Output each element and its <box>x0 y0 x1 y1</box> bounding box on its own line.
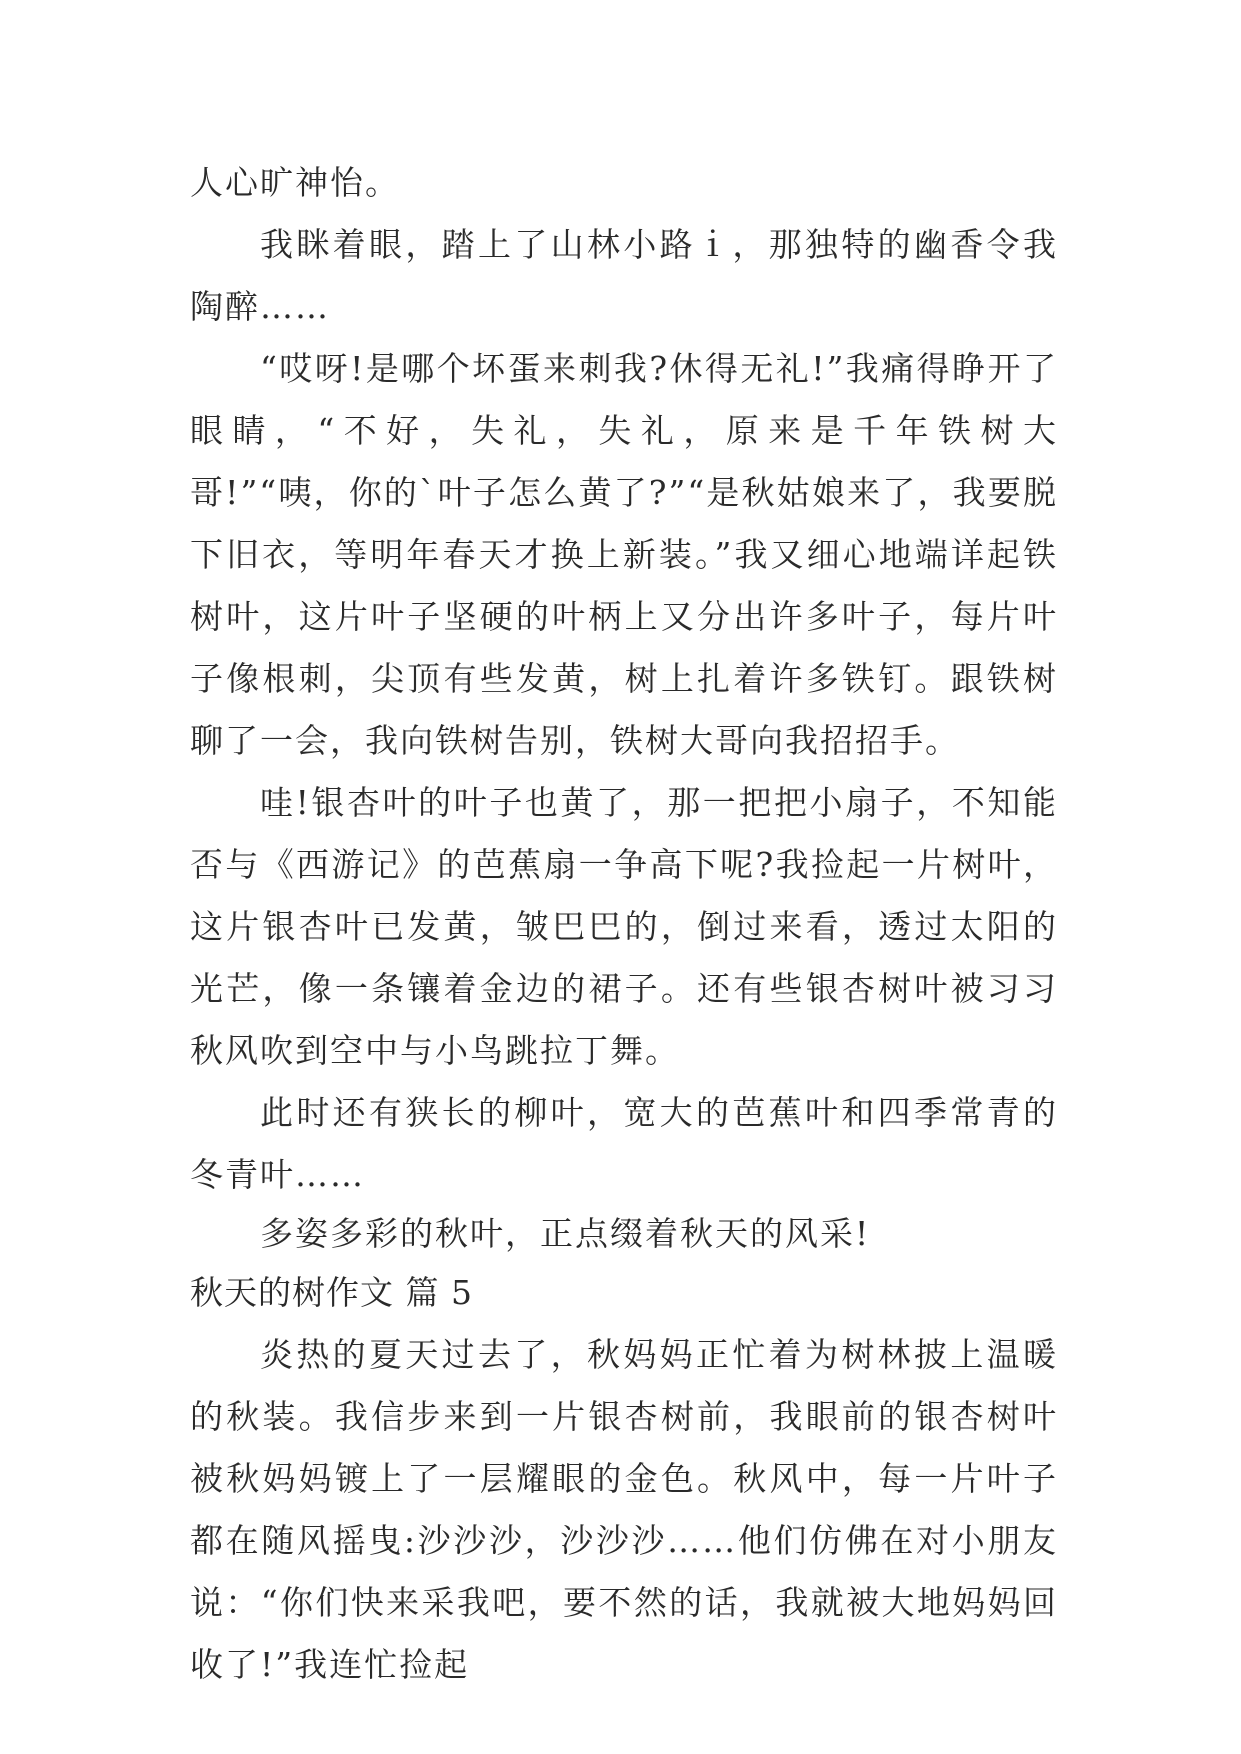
section-heading: 秋天的树作文 篇 5 <box>190 1273 473 1312</box>
document-body <box>190 152 1058 1696</box>
paragraph-1: 人心旷神怡。 <box>190 163 400 202</box>
paragraph-2: 我眯着眼，踏上了山林小路ｉ，那独特的幽香令我陶醉…… <box>190 225 1058 326</box>
paragraph-5: 此时还有狭长的柳叶，宽大的芭蕉叶和四季常青的冬青叶…… <box>190 1093 1058 1194</box>
paragraph-7: 炎热的夏天过去了，秋妈妈正忙着为树林披上温暖的秋装。我信步来到一片银杏树前，我眼前的银杏树叶被秋妈妈镀上了一层耀眼的金色。秋风中，每一片叶子都在随风摇曳:沙沙沙，沙沙沙……他们仿佛在对小朋友说：“你们快来采我吧，要不然的话，我就被大地妈妈回收了!”我连忙捡起 <box>190 1335 1058 1684</box>
paragraph-4: 哇!银杏叶的叶子也黄了，那一把把小扇子，不知能否与《西游记》的芭蕉扇一争高下呢?我捡起一片树叶，这片银杏叶已发黄，皱巴巴的，倒过来看，透过太阳的光芒，像一条镶着金边的裙子。还有些银杏树叶被习习秋风吹到空中与小鸟跳拉丁舞。 <box>190 783 1058 1070</box>
paragraph-3: “哎呀!是哪个坏蛋来刺我?休得无礼!”我痛得睁开了眼睛，“不好，失礼，失礼，原来是千年铁树大哥!”“咦，你的`叶子怎么黄了?”“是秋姑娘来了，我要脱下旧衣，等明年春天才换上新装。”我又细心地端详起铁树叶，这片叶子坚硬的叶柄上又分出许多叶子，每片叶子像根刺，尖顶有些发黄，树上扎着许多铁钉。跟铁树聊了一会，我向铁树告别，铁树大哥向我招招手。 <box>190 349 1058 760</box>
paragraph-6: 多姿多彩的秋叶，正点缀着秋天的风采! <box>260 1214 871 1253</box>
